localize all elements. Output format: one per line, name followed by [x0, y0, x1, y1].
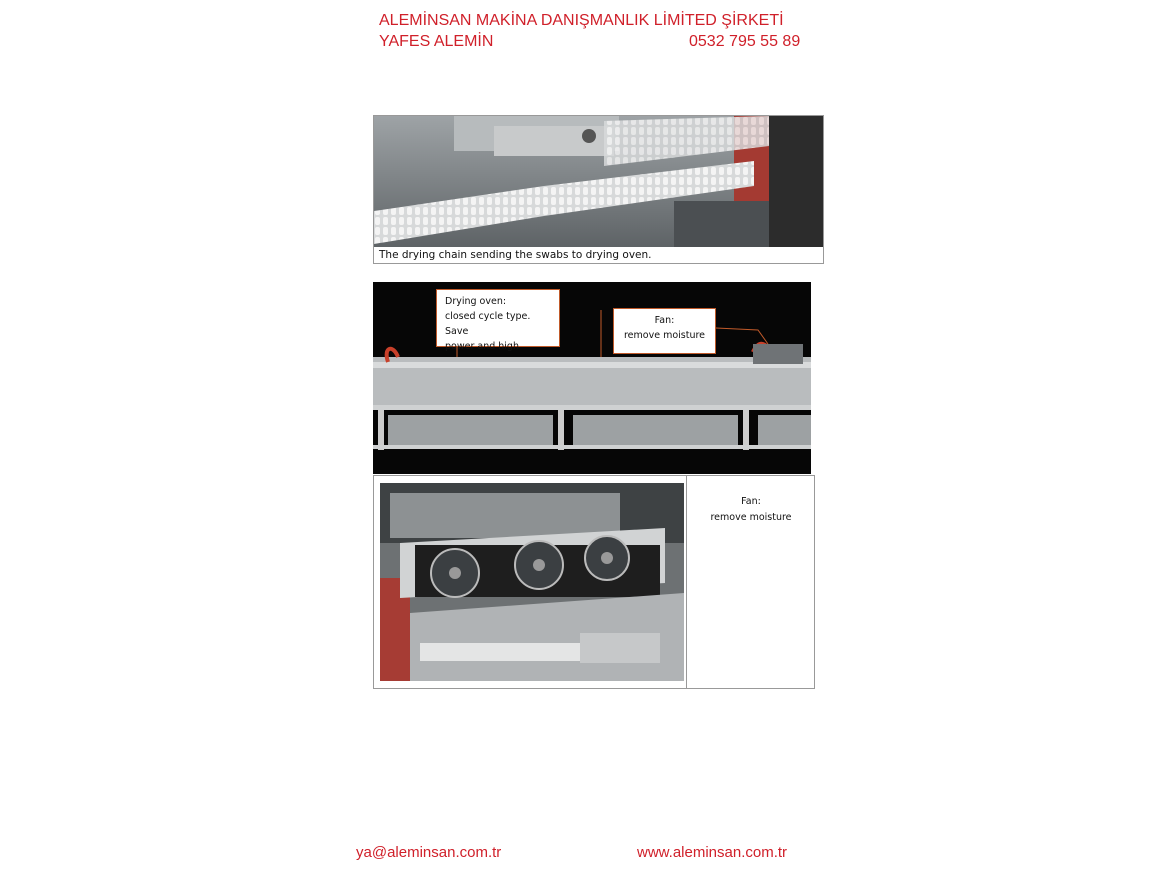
- figure-divider: [686, 476, 687, 688]
- drying-chain-figure: [373, 115, 824, 264]
- contact-phone: 0532 795 55 89: [689, 33, 801, 50]
- drying-oven-figure: [373, 282, 811, 474]
- company-name: ALEMİNSAN MAKİNA DANIŞMANLIK LİMİTED ŞİRKETİ: [379, 12, 784, 29]
- fan-side-note: Fan: remove moisture: [710, 496, 792, 523]
- drying-oven-callout: Drying oven: closed cycle type. Save power and high: [436, 289, 560, 347]
- drying-chain-caption: The drying chain sending the swabs to drying oven.: [379, 249, 652, 261]
- fan-figure: [373, 475, 815, 689]
- footer-website[interactable]: www.aleminsan.com.tr: [637, 844, 788, 861]
- drying-chain-photo: [374, 116, 823, 247]
- contact-name: YAFES ALEMİN: [379, 33, 494, 50]
- footer-email[interactable]: ya@aleminsan.com.tr: [356, 844, 502, 861]
- fan-callout: Fan: remove moisture: [613, 308, 716, 354]
- fan-photo: [380, 483, 684, 681]
